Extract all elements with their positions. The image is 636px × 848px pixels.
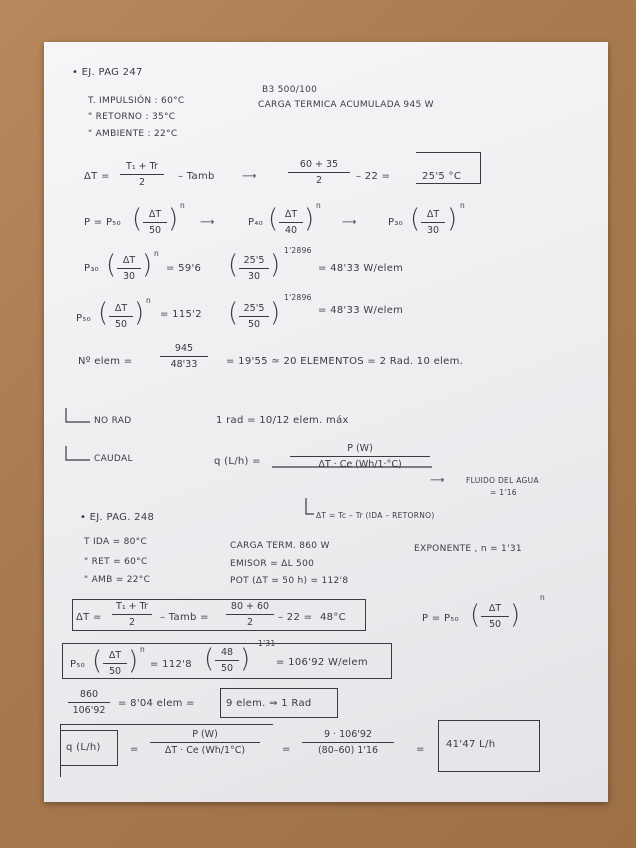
ex1-l1-result: = 48'33 W/elem [318,263,404,274]
ex1-carga-termica: CARGA TERMICA ACUMULADA 945 W [258,100,434,110]
ex1-p-frac3-den: 30 [426,224,440,236]
paren-right-icon: ) [510,600,521,630]
ex2-dt-minus: – Tamb = [160,612,209,623]
caudal-bracket [66,446,90,460]
ex1-l1-exp: 1'2896 [284,246,312,255]
ex2-div-num: 860 [68,690,110,703]
ex1-caudal-den: ΔT · Ce (Wh/1·°C) [318,458,402,470]
ex1-header: • EJ. PAG 247 [72,67,143,78]
ex2-exponente: EXPONENTE , n = 1'31 [414,544,522,554]
paren-right-icon: ) [304,204,315,234]
ex2-l1-frac2-num: 48 [215,648,239,661]
arrow-right-icon: ⟶ [200,217,215,228]
ex1-caudal-q: q (L/h) = [214,456,261,467]
dt-def-bracket [306,498,314,514]
ex2-p-frac-num: ΔT [481,604,509,617]
ex1-l1-frac2-den: 30 [247,270,261,282]
paren-right-icon: ) [128,646,139,676]
paren-right-icon: ) [134,298,145,328]
ex2-q-num2: 9 · 106'92 [302,730,394,743]
ex2-header: • EJ. PAG. 248 [80,512,155,523]
ex2-dt-lhs: ΔT = [76,612,102,623]
ex1-nelem-num: 945 [160,344,208,357]
paren-right-icon: ) [142,250,153,280]
ex1-dt-minus: – Tamb [178,171,215,182]
ex2-q-eq: = [130,744,139,755]
ex1-dt-num2: 60 + 35 [288,160,350,173]
ex2-q-num: P (W) [150,730,260,743]
ex2-q-lhs: q (L/h) [66,742,101,753]
ex1-dt-definition: ΔT = Tc – Tr (IDA – RETORNO) [316,511,435,520]
ex1-p-frac1-den: 50 [148,224,162,236]
paren-left-icon: ( [92,646,103,676]
ex1-l1-frac2-num: 25'5 [239,256,269,269]
ex2-t-ida: T IDA = 80°C [84,537,148,547]
ex1-l2-frac2-num: 25'5 [239,304,269,317]
ex1-fluido: FLUIDO DEL AGUA [466,476,539,485]
ex1-p-frac1-num: ΔT [143,210,167,223]
ex2-t-ret: " RET = 60°C [84,557,148,567]
ex1-dt-num: T₁ + Tr [120,162,164,175]
ex2-div-den: 106'92 [72,704,106,716]
ex2-p-frac-den: 50 [488,618,502,630]
ex1-t-ambiente: " AMBIENTE : 22°C [88,129,178,139]
ex2-l1-result: = 106'92 W/elem [276,657,368,668]
paren-right-icon: ) [240,644,251,674]
ex2-dt-result: 48°C [320,612,346,623]
ex2-dt-num2: 80 + 60 [226,602,274,615]
ex2-l1-frac-num: ΔT [103,651,127,664]
ex1-l1-exp-n: n [154,249,160,258]
paren-left-icon: ( [470,600,481,630]
arrow-right-icon: ⟶ [342,217,357,228]
ex1-l2-eq: = 115'2 [160,309,202,320]
ex1-l1-frac-den: 30 [122,270,136,282]
ex1-nelem-lhs: Nº elem = [78,356,133,367]
ex1-l1-lhs: P₃₀ [84,263,99,274]
ex1-dt-den: 2 [138,176,146,188]
ex2-carga: CARGA TERM. 860 W [230,541,330,551]
ex1-l2-frac-den: 50 [114,318,128,330]
ex1-l1-frac-num: ΔT [117,256,141,269]
ex1-l2-frac2-den: 50 [247,318,261,330]
ex1-caudal-num: P (W) [290,444,430,457]
arrow-right-icon: ⟶ [242,171,257,182]
arrow-right-icon: ⟶ [430,475,445,486]
ex1-p-right: P₃₀ [388,217,403,228]
ex2-q-den2: (80–60) 1'16 [317,744,379,756]
ex2-l1-frac-den: 50 [108,665,122,677]
paren-left-icon: ( [98,298,109,328]
paren-left-icon: ( [132,204,143,234]
paren-left-icon: ( [268,204,279,234]
ex1-exp-n1: n [180,201,186,210]
ex1-t-retorno: " RETORNO : 35°C [88,112,176,122]
ex2-dt-den2: 2 [246,616,254,628]
paren-right-icon: ) [270,250,281,280]
ex1-l1-eq: = 59'6 [166,263,202,274]
ex2-l1-eq: = 112'8 [150,659,192,670]
paren-left-icon: ( [410,204,421,234]
paren-right-icon: ) [447,204,458,234]
ex2-div-box-text: 9 elem. ⇒ 1 Rad [226,698,312,709]
ex1-dt-lhs: ΔT = [84,171,110,182]
ex1-fluido-value: = 1'16 [490,488,517,497]
paren-right-icon: ) [270,298,281,328]
ex1-t-impulsion: T. IMPULSIÓN : 60°C [88,96,185,106]
ex1-p-mid: P₄₀ [248,217,263,228]
ex1-exp-n2: n [316,201,322,210]
ex2-l1-exp-n: n [140,645,146,654]
ex2-pot: POT (ΔT = 50 h) = 112'8 [230,576,349,586]
ex1-model: B3 500/100 [262,85,318,95]
ex2-p-formula: P = P₅₀ [422,613,459,624]
ex2-dt-minus2: – 22 = [278,612,313,623]
ex1-exp-n3: n [460,201,466,210]
ex1-dt-result: 25'5 °C [422,171,462,182]
ex2-q-eq2: = [282,744,291,755]
ex2-q-den: ΔT · Ce (Wh/1°C) [164,744,246,756]
ex2-l1-lhs: P₅₀ [70,659,85,670]
ex1-l2-lhs: P₅₀ [76,313,91,324]
ex1-p-frac2-den: 40 [284,224,298,236]
ex1-l2-exp-n: n [146,296,152,305]
ex2-emisor: EMISOR = ΔL 500 [230,559,315,569]
ex1-nelem-result: = 19'55 ≃ 20 ELEMENTOS = 2 Rad. 10 elem. [226,356,464,367]
ex2-l1-frac2-den: 50 [220,662,234,674]
ex2-t-amb: " AMB = 22°C [84,575,151,585]
ex1-dt-minus2: – 22 = [356,171,391,182]
ex1-caudal-label: CAUDAL [94,454,133,464]
paren-left-icon: ( [204,644,215,674]
ex2-q-result: 41'47 L/h [446,739,496,750]
ex2-l1-exp: 1'31 [258,639,276,648]
ex2-p-exp: n [540,593,546,602]
ex2-dt-den: 2 [128,616,136,628]
ex1-p-frac3-num: ΔT [421,210,445,223]
paren-right-icon: ) [168,204,179,234]
ex1-dt-den2: 2 [315,174,323,186]
nrad-bracket [66,408,90,422]
ex1-l2-result: = 48'33 W/elem [318,305,404,316]
paren-left-icon: ( [106,250,117,280]
ex1-nelem-den: 48'33 [170,358,198,370]
ex1-p-lhs: P = P₅₀ [84,217,121,228]
ex1-nrad-label: NO RAD [94,416,132,426]
ex2-dt-num: T₁ + Tr [112,602,152,615]
ex1-l2-exp: 1'2896 [284,293,312,302]
ex1-l2-frac-num: ΔT [109,304,133,317]
ex2-q-eq3: = [416,744,425,755]
paren-left-icon: ( [228,298,239,328]
ex1-nrad-value: 1 rad = 10/12 elem. máx [216,415,349,426]
ex2-div-result: = 8'04 elem = [118,698,195,709]
paren-left-icon: ( [228,250,239,280]
ex1-p-frac2-num: ΔT [279,210,303,223]
